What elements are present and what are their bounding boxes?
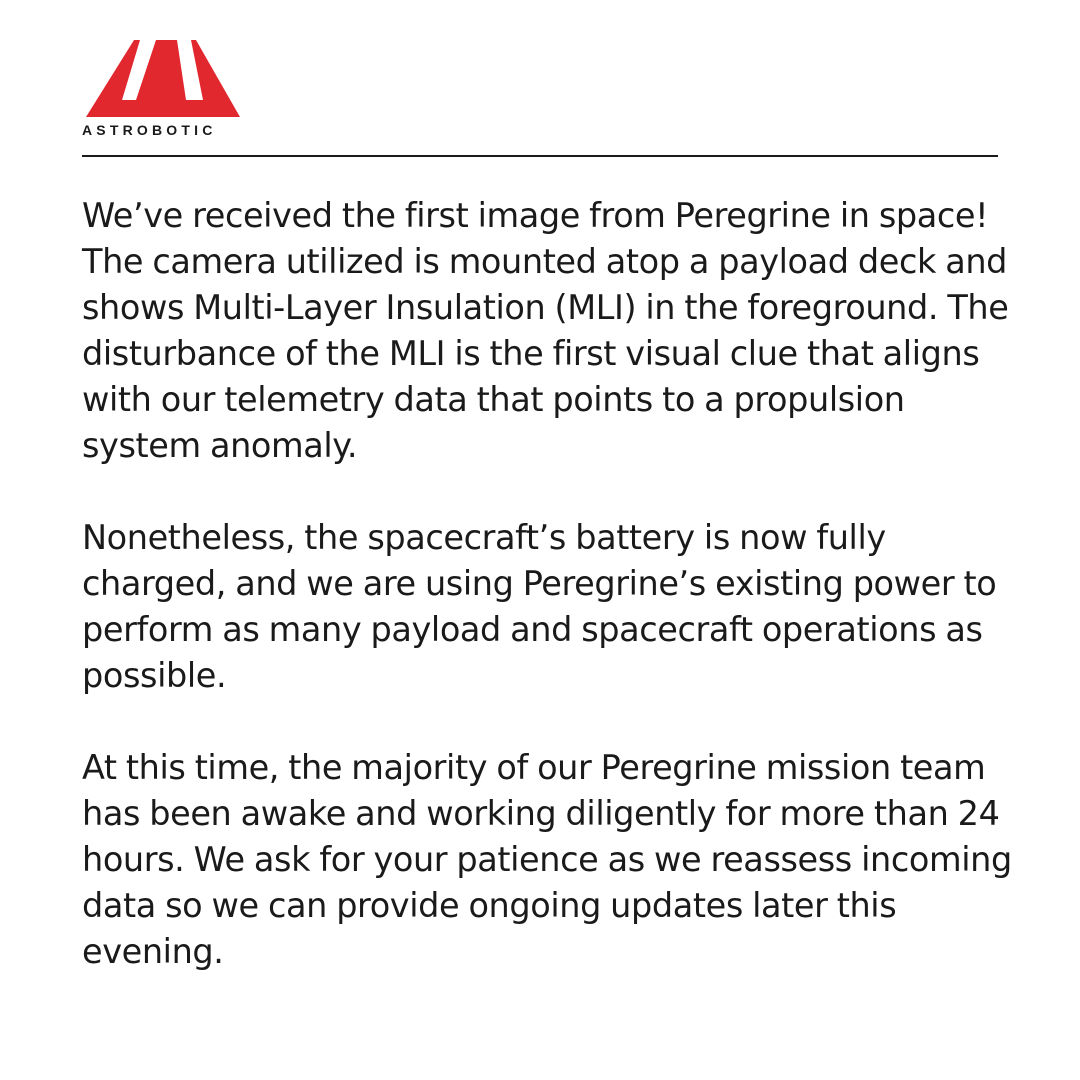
header-divider <box>82 155 998 157</box>
announcement-body <box>82 193 1012 975</box>
brand-wordmark: ASTROBOTIC <box>82 122 217 138</box>
astrobotic-a-icon <box>82 40 252 120</box>
paragraph-team-update: At this time, the majority of our Peregrine mission team has been awake and working diligently for more than 24 hours. We ask for your patience as we reassess incoming data so we can provide ongoing updates later this evening. <box>82 748 1012 971</box>
paragraph-first-image: We’ve received the first image from Peregrine in space! The camera utilized is mounted atop a payload deck and shows Multi-Layer Insulation (MLI) in the foreground. The disturbance of the MLI is the first visual clue that aligns with our telemetry data that points to a propulsion system anomaly. <box>82 196 1009 465</box>
paragraph-battery-status: Nonetheless, the spacecraft’s battery is now fully charged, and we are using Peregrine’s existing power to perform as many payload and spacecraft operations as possible. <box>82 518 997 695</box>
